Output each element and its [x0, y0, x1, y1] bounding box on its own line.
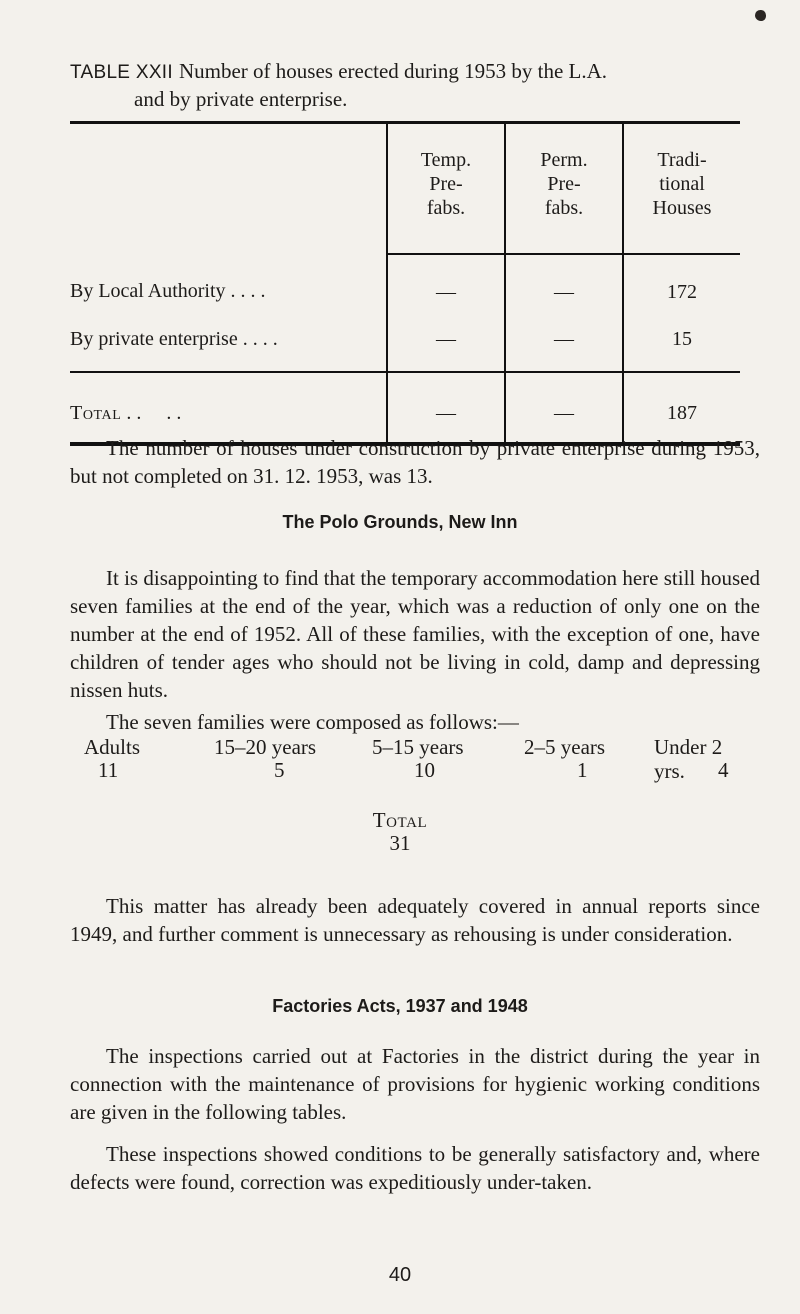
houses-erected-table — [70, 121, 740, 446]
table-cell: — — [387, 312, 505, 372]
caption-line-1: Number of houses erected during 1953 by the L.A. — [178, 59, 608, 83]
paragraph-construction: The number of houses under construction by private enterprise during 1953, but not completed on 31. 12. 1953, was 13. — [70, 436, 760, 488]
paragraph-defects: These inspections showed conditions to be generally satisfactory and, where defects were found, correction was expeditiously under-taken. — [70, 1142, 760, 1194]
header-perm-prefabs: Perm. Pre- fabs. — [505, 123, 623, 255]
families-intro: The seven families were composed as follows:— — [106, 710, 519, 734]
families-value: 11 — [98, 758, 119, 782]
families-header: 15–20 years — [214, 735, 317, 759]
families-value: 1 — [577, 758, 588, 782]
table-number: TABLE XXII — [70, 62, 173, 83]
header-temp-prefabs: Temp. Pre- fabs. — [387, 123, 505, 255]
header-traditional-houses: Tradi- tional Houses — [623, 123, 740, 255]
table-cell: — — [387, 254, 505, 312]
row-label: By private enterprise . . . . — [70, 312, 387, 372]
heading-polo-grounds: The Polo Grounds, New Inn — [282, 512, 518, 532]
paragraph-polo: It is disappointing to find that the temporary accommodation here still housed seven families at the end of the year, which was a reduction of only one on the number at the end of 1952. All of these families, with the exception of one, have children of tender ages who should not be living in cold, damp and depressing nissen huts. — [70, 566, 760, 702]
families-header: Under 2 yrs. — [654, 735, 723, 783]
families-header: 2–5 years — [524, 735, 606, 759]
families-total-value: 31 — [389, 831, 411, 855]
paragraph-inspections: The inspections carried out at Factories in the district during the year in connection with the maintenance of provisions for hygienic working conditions are given in the following tables. — [70, 1044, 760, 1124]
total-dots: . . . . — [121, 402, 182, 424]
header-blank-cell — [70, 123, 387, 255]
families-value: 4 — [718, 758, 729, 782]
table-row — [70, 312, 740, 372]
families-header: Adults — [84, 735, 141, 759]
table-caption — [70, 58, 770, 113]
table-cell: — — [505, 312, 623, 372]
families-value: 5 — [274, 758, 285, 782]
heading-factories-acts: Factories Acts, 1937 and 1948 — [272, 996, 528, 1016]
caption-line-2: and by private enterprise. — [134, 87, 348, 111]
table-cell: — — [505, 254, 623, 312]
table-cell: 172 — [667, 281, 697, 303]
paragraph-covered: This matter has already been adequately covered in annual reports since 1949, and further comment is unnecessary as rehousing is under consideration. — [70, 894, 760, 946]
page-number: 40 — [388, 1264, 412, 1286]
table-row — [70, 254, 740, 312]
row-label: By Local Authority . . . . — [70, 254, 387, 312]
table-cell: — — [387, 372, 505, 444]
ink-blot — [755, 10, 766, 21]
families-value: 10 — [414, 758, 435, 782]
families-total-label: Total — [372, 808, 428, 832]
table-header-row — [70, 123, 740, 255]
families-header: 5–15 years — [372, 735, 464, 759]
table-cell: — — [505, 372, 623, 444]
table-cell: 187 — [623, 372, 740, 444]
table-cell: 15 — [672, 328, 692, 350]
total-label: Total — [70, 402, 122, 424]
